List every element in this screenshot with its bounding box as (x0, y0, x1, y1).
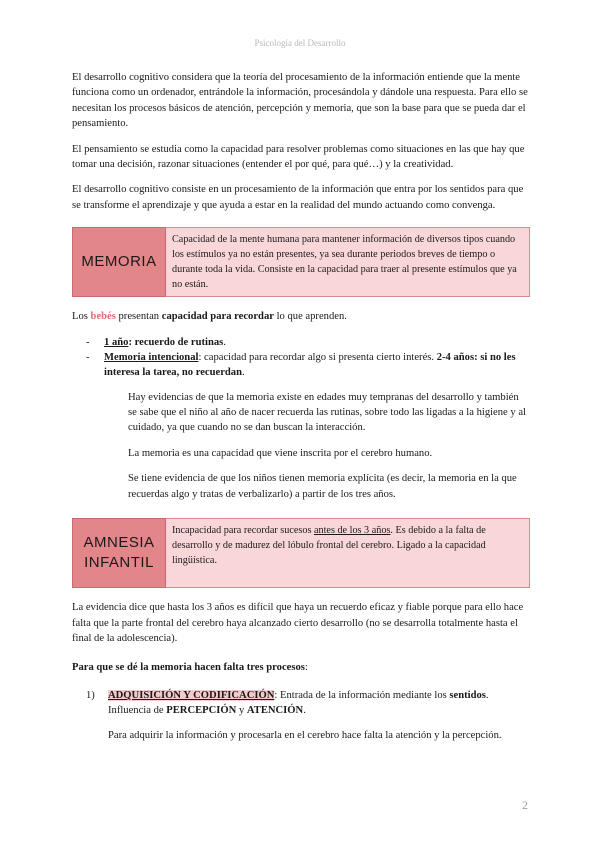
processes-heading: Para que se dé la memoria hacen falta tres procesos: (72, 662, 308, 674)
memoria-definition: Capacidad de la mente humana para mantener información de diversos tipos cuando los estímulos ya no están presentes, ya sea durante periodos breves de tiempo o durante toda la vida. Consiste en la capacidad para traer al presente estímulos que ya no están. (166, 227, 530, 297)
memory-age-list (72, 335, 530, 380)
bebes-paragraph: Los bebés presentan capacidad para recordar lo que aprenden. (72, 311, 347, 323)
evidence-paragraph-3: Se tiene evidencia de que los niños tienen memoria explícita (es decir, la memoria en la que recuerdas algo y tratas de verbalizarlo) a partir de los tres años. (128, 473, 517, 500)
memoria-definition-box (72, 227, 530, 297)
list-item: - 1 año: recuerdo de rutinas. (72, 335, 530, 350)
bebes-highlight: bebés (90, 311, 116, 323)
amnesia-definition: Incapacidad para recordar sucesos antes de los 3 años. Es debido a la falta de desarrollo y de madurez del lóbulo frontal del cerebro. Ligado a la capacidad lingüística. (166, 518, 530, 588)
list-item: - Memoria intencional: capacidad para recordar algo si presenta cierto interés. 2-4 años: si no les interesa la tarea, no recuerdan. (72, 350, 530, 380)
intro-paragraph-2: El pensamiento se estudia como la capacidad para resolver problemas como situaciones en las que hay que tomar una decisión, razonar situaciones (entender el por qué, para qué…) y la creatividad. (72, 143, 525, 171)
list-item: 1) ADQUISICIÓN Y CODIFICACIÓN: Entrada de la información mediante los sentidos. Influencia de PERCEPCIÓN y ATENCIÓN. Para adquirir la información y procesarla en el cerebro hace falta la atención y la percepción. (72, 688, 530, 743)
amnesia-paragraph: La evidencia dice que hasta los 3 años es difícil que haya un recuerdo eficaz y fiable porque para ello hace falta que la parte frontal del cerebro haya alcanzado cierto desarrollo (no se desarrolla totalmente hasta el final de la adolescencia). (72, 602, 524, 644)
processes-list (72, 688, 530, 743)
page-number: 2 (522, 798, 528, 812)
acquisition-note: Para adquirir la información y procesarla en el cerebro hace falta la atención y la percepción. (108, 729, 502, 741)
amnesia-term: AMNESIA INFANTIL (72, 518, 166, 588)
acquisition-highlight: ADQUISICIÓN Y CODIFICACIÓN (108, 689, 275, 701)
amnesia-definition-box (72, 518, 530, 588)
memoria-term: MEMORIA (72, 227, 166, 297)
evidence-paragraph-2: La memoria es una capacidad que viene inscrita por el cerebro humano. (128, 447, 433, 459)
intro-paragraph-3: El desarrollo cognitivo consiste en un procesamiento de la información que entra por los sentidos para que se transforme el aprendizaje y que ayuda a estar en la realidad del mundo actuando como convenga. (72, 184, 524, 211)
page-header: Psicología del Desarrollo (254, 38, 346, 48)
intro-paragraph-1: El desarrollo cognitivo considera que la teoría del procesamiento de la información entiende que la mente funciona como un ordenador, entrándole la información, procesándola y dándole una respuesta. Para ello se necesitan los procesos básicos de atención, percepción y memoria, que son la base para que se pueda dar el pensamiento. (72, 72, 528, 130)
evidence-paragraph-1: Hay evidencias de que la memoria existe en edades muy tempranas del desarrollo y también se sabe que el niño al año de nacer recuerda las rutinas, sobre todo las ligadas a la higiene y al cuidado, ya que cuando no se dan buscan la interacción. (128, 391, 526, 434)
page-content (72, 70, 530, 743)
